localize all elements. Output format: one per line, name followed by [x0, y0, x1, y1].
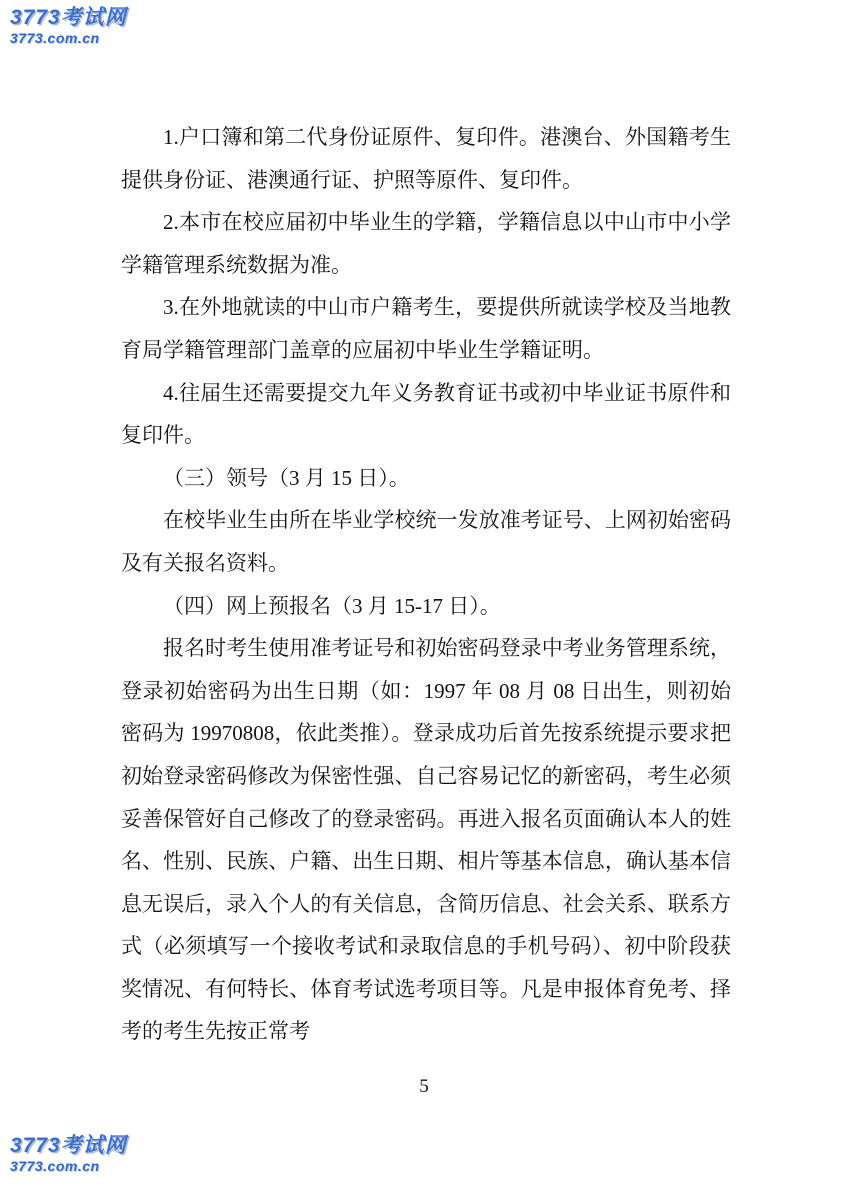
paragraph: （四）网上预报名（3 月 15-17 日）。	[163, 593, 501, 618]
paragraph: 在校毕业生由所在毕业学校统一发放准考证号、上网初始密码及有关报名资料。	[121, 508, 731, 575]
paragraph: 3.在外地就读的中山市户籍考生，要提供所就读学校及当地教育局学籍管理部门盖章的应届初中毕业生学籍证明。	[121, 295, 731, 362]
document-body	[121, 116, 731, 1053]
page-number: 5	[419, 1076, 429, 1097]
watermark-bottom	[10, 1134, 127, 1174]
watermark-top	[10, 6, 127, 46]
paragraph: 4.往届生还需要提交九年义务教育证书或初中毕业证书原件和复印件。	[121, 380, 731, 448]
watermark-site-url: 3773.com.cn	[10, 30, 100, 47]
paragraph: 报名时考生使用准考证号和初始密码登录中考业务管理系统，登录初始密码为出生日期（如：1997 年 08 月 08 日出生，则初始密码为 19970808，依此类推）。登录成功后首先按系统提示要求把初始登录密码修改为保密性强、自己容易记忆的新密码，考生必须妥善保管好自己修改了的登录密码。再进入报名页面确认本人的姓名、性别、民族、户籍、出生日期、相片等基本信息，确认基本信息无误后，录入个人的有关信息，含简历信息、社会关系、联系方式（必须填写一个接收考试和录取信息的手机号码）、初中阶段获奖情况、有何特长、体育考试选考项目等。凡是申报体育免考、择考的考生先按正常考	[121, 636, 731, 1044]
watermark-site-url: 3773.com.cn	[10, 1158, 100, 1175]
paragraph: 2.本市在校应届初中毕业生的学籍，学籍信息以中山市中小学学籍管理系统数据为准。	[121, 210, 731, 277]
watermark-site-name: 3773考试网	[10, 6, 127, 29]
watermark-site-name: 3773考试网	[10, 1134, 127, 1157]
paragraph: 1.户口簿和第二代身份证原件、复印件。港澳台、外国籍考生提供身份证、港澳通行证、护照等原件、复印件。	[121, 125, 731, 192]
paragraph: （三）领号（3 月 15 日）。	[163, 465, 410, 490]
